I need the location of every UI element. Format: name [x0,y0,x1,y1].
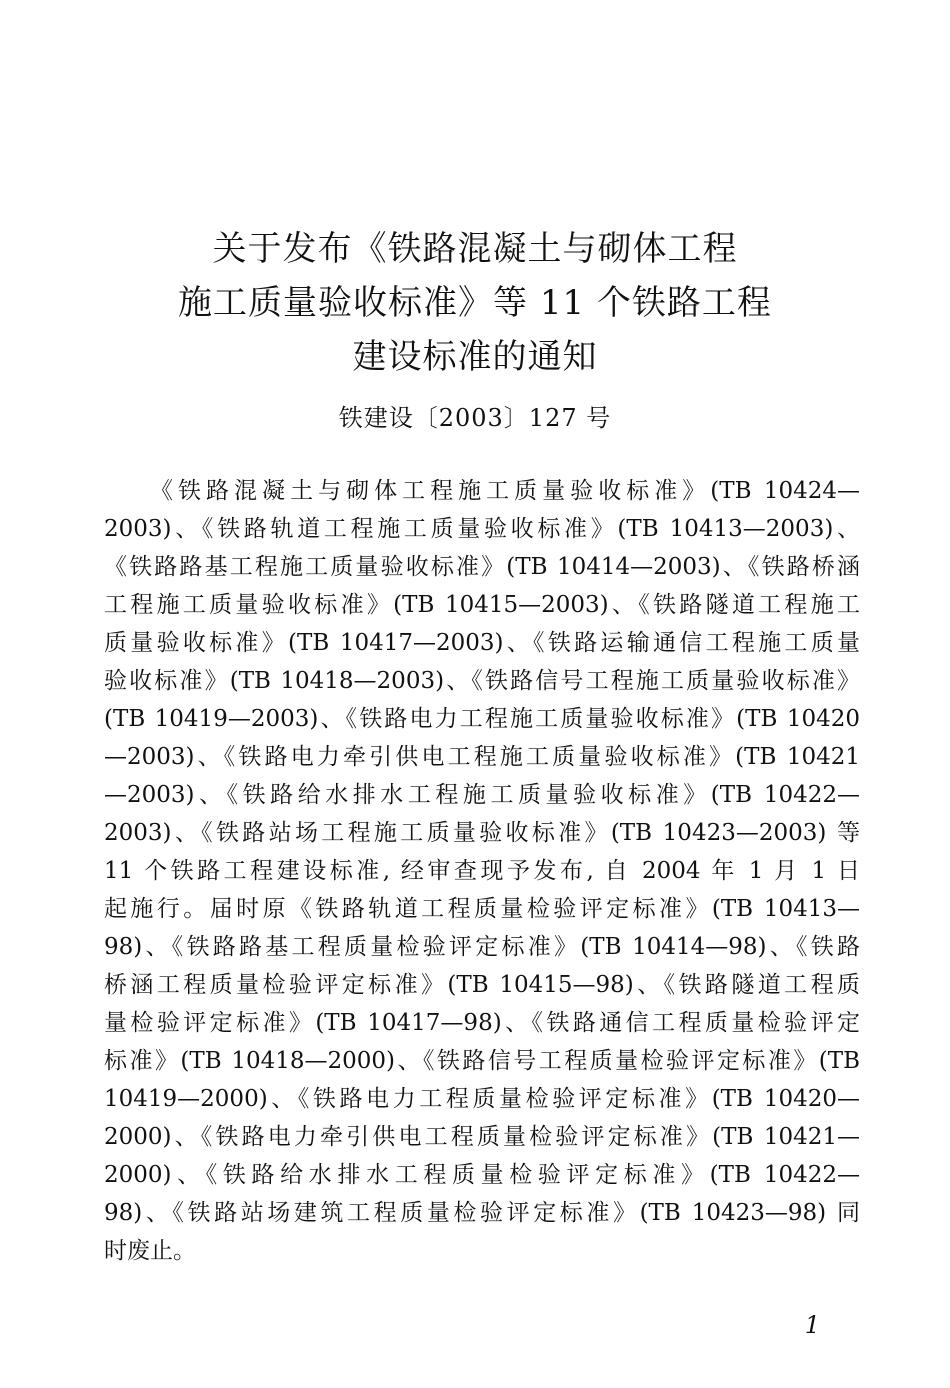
body-line-17: 10419—2000)、《铁路电力工程质量检验评定标准》(TB 10420— [104,1086,860,1112]
body-line-7: (TB 10419—2003)、《铁路电力工程施工质量验收标准》(TB 10420 [104,706,860,732]
title-line-1: 关于发布《铁路混凝土与砌体工程 [212,229,738,269]
document-number: 铁建设〔2003〕127 号 [338,404,612,432]
body-line-20: 98)、《铁路站场建筑工程质量检验评定标准》(TB 10423—98) 同 [104,1200,860,1226]
notice-title [0,222,950,384]
body-line-12: 起施行。届时原《铁路轨道工程质量检验评定标准》(TB 10413— [104,896,860,922]
body-line-10: 2003)、《铁路站场工程施工质量验收标准》(TB 10423—2003) 等 [104,820,860,846]
body-line-9: —2003)、《铁路给水排水工程施工质量验收标准》(TB 10422— [104,782,860,808]
body-line-4: 工程施工质量验收标准》(TB 10415—2003)、《铁路隧道工程施工 [104,592,860,618]
body-line-6: 验收标准》(TB 10418—2003)、《铁路信号工程施工质量验收标准》 [104,668,860,694]
body-line-2: 2003)、《铁路轨道工程施工质量验收标准》(TB 10413—2003)、 [104,516,860,542]
body-line-16: 标准》(TB 10418—2000)、《铁路信号工程质量检验评定标准》(TB [104,1048,860,1074]
body-line-3: 《铁路路基工程施工质量验收标准》(TB 10414—2003)、《铁路桥涵 [104,554,860,580]
body-line-8: —2003)、《铁路电力牵引供电工程施工质量验收标准》(TB 10421 [104,744,860,770]
body-line-1: 《铁路混凝土与砌体工程施工质量验收标准》(TB 10424— [150,478,860,504]
body-line-18: 2000)、《铁路电力牵引供电工程质量检验评定标准》(TB 10421— [104,1124,860,1150]
body-line-11: 11 个铁路工程建设标准, 经审查现予发布, 自 2004 年 1 月 1 日 [104,858,860,884]
page-number: 1 [804,1311,820,1339]
body-line-14: 桥涵工程质量检验评定标准》(TB 10415—98)、《铁路隧道工程质 [104,972,860,998]
body-line-13: 98)、《铁路路基工程质量检验评定标准》(TB 10414—98)、《铁路 [104,934,860,960]
title-line-2: 施工质量验收标准》等 11 个铁路工程 [178,283,772,323]
body-line-5: 质量验收标准》(TB 10417—2003)、《铁路运输通信工程施工质量 [104,630,860,656]
body-line-15: 量检验评定标准》(TB 10417—98)、《铁路通信工程质量检验评定 [104,1010,860,1036]
title-line-3: 建设标准的通知 [352,337,598,377]
body-line-21: 时废止。 [104,1238,196,1264]
notice-body [104,472,860,1270]
body-line-19: 2000)、《铁路给水排水工程质量检验评定标准》(TB 10422— [104,1162,860,1188]
